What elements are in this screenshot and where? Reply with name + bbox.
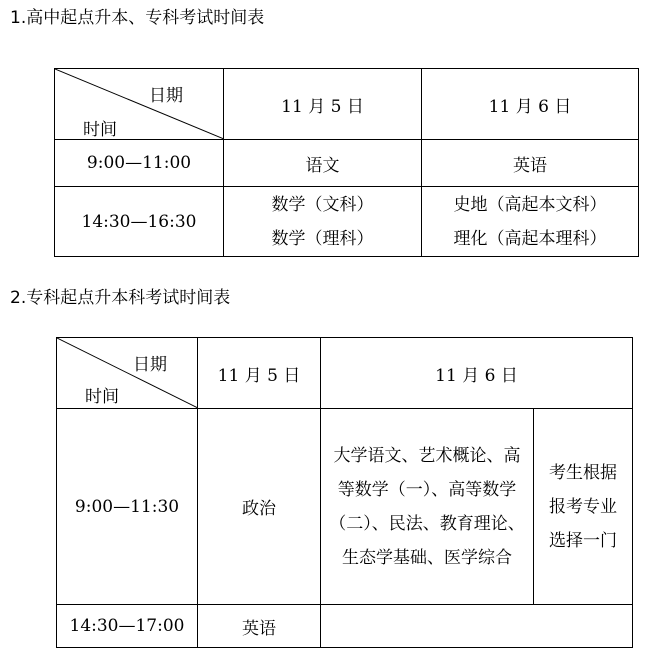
- diagonal-divider: [55, 69, 224, 139]
- time-cell: 14:30—16:30: [55, 187, 224, 257]
- date-header: 11 月 6 日: [422, 69, 639, 140]
- exam-subject-cell: [224, 187, 422, 257]
- subject-list-line: 大学语文、艺术概论、高: [333, 445, 521, 466]
- exam-note-cell: [534, 409, 633, 605]
- subject: 数学（文科）: [271, 194, 374, 215]
- subject: 理化（高起本理科）: [453, 228, 607, 249]
- subject-list-line: 生态学基础、医学综合: [342, 547, 512, 568]
- note-line: 选择一门: [549, 530, 617, 551]
- subject: 数学（理科）: [271, 228, 374, 249]
- exam-subject-cell: [422, 140, 639, 187]
- subject-list-line: 等数学（一）、高等数学: [337, 479, 517, 500]
- corner-header-cell: [55, 69, 224, 140]
- exam-subject-list-cell: [321, 409, 534, 605]
- subject: 语文: [305, 155, 340, 176]
- date-corner-label: 日期: [133, 355, 167, 375]
- exam-schedule-table-2: [56, 337, 633, 648]
- date-header: 11 月 5 日: [224, 69, 422, 140]
- time-cell: 9:00—11:30: [57, 409, 198, 605]
- exam-schedule-table-1: [54, 68, 639, 257]
- time-corner-label: 时间: [83, 120, 117, 140]
- corner-header-cell: [57, 338, 198, 409]
- date-corner-label: 日期: [149, 86, 183, 106]
- diagonal-divider: [57, 338, 198, 408]
- note-line: 考生根据: [549, 462, 617, 483]
- exam-subject-cell: 政治: [198, 409, 321, 605]
- exam-subject-cell: 英语: [198, 605, 321, 648]
- time-corner-label: 时间: [85, 387, 119, 407]
- exam-subject-cell: [224, 140, 422, 187]
- subject: 史地（高起本文科）: [453, 194, 607, 215]
- subject-list-line: （二）、民法、教育理论、: [329, 513, 525, 534]
- date-header: 11 月 5 日: [198, 338, 321, 409]
- section1-title: 1.高中起点升本、专科考试时间表: [10, 8, 265, 28]
- note-line: 报考专业: [549, 496, 617, 517]
- section2-title: 2.专科起点升本科考试时间表: [10, 288, 231, 308]
- date-header: 11 月 6 日: [321, 338, 633, 409]
- time-cell: 14:30—17:00: [57, 605, 198, 648]
- subject: 英语: [513, 155, 547, 176]
- time-cell: 9:00—11:00: [55, 140, 224, 187]
- exam-subject-cell: [422, 187, 639, 257]
- empty-cell: [321, 605, 633, 648]
